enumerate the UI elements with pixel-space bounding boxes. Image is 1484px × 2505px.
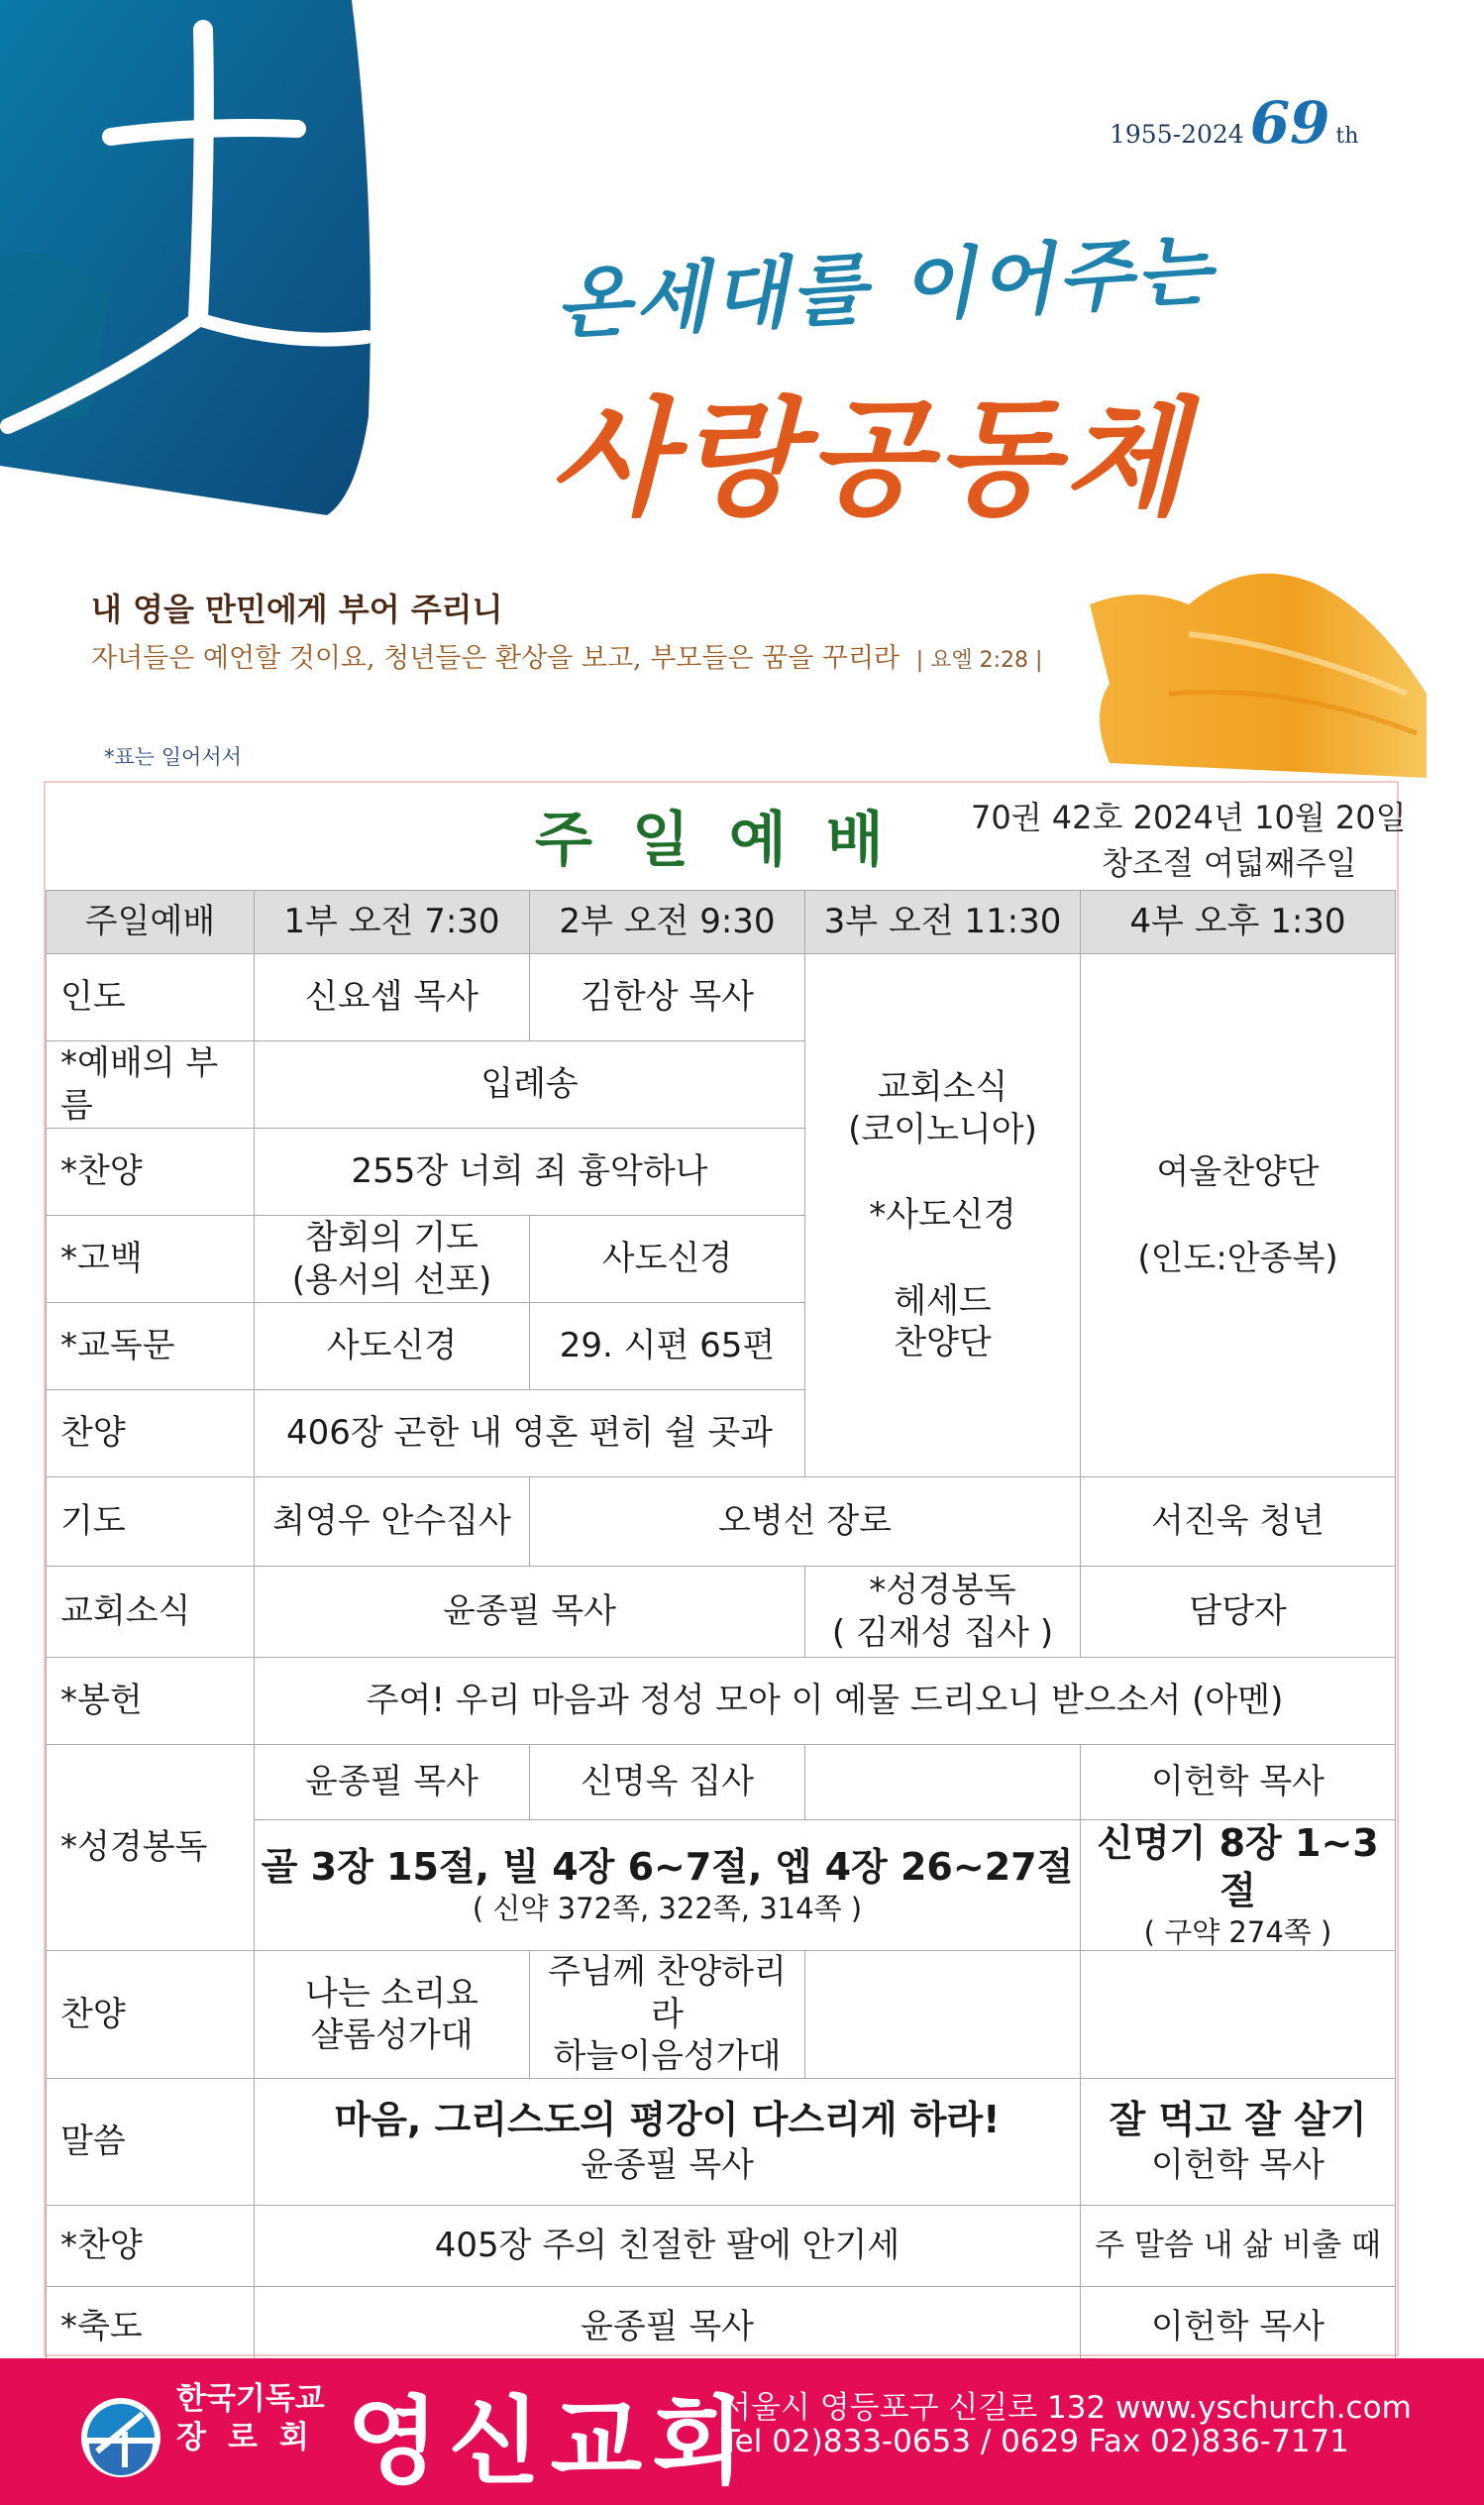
cell: 참회의 기도 (용서의 선포)	[255, 1216, 530, 1303]
cell: 윤종필 목사	[255, 2286, 1081, 2367]
header-cell: 4부 오후 1:30	[1081, 891, 1396, 954]
table-header-row	[47, 891, 1396, 954]
cell: 주 말씀 내 삶 비출 때	[1081, 2205, 1396, 2286]
header-cell: 주일예배	[47, 891, 255, 954]
cell: 골 3장 15절, 빌 4장 6~7절, 엡 4장 26~27절 ( 신약 372쪽, 322쪽, 314쪽 )	[255, 1820, 1081, 1951]
cell: 마음, 그리스도의 평강이 다스리게 하라! 윤종필 목사	[255, 2078, 1081, 2205]
row-label: *고백	[47, 1216, 255, 1303]
row-label: *찬양	[47, 1129, 255, 1216]
cell: 주님께 찬양하리라 하늘이음성가대	[530, 1951, 805, 2079]
anniversary-mark	[1110, 89, 1358, 157]
verse-body	[91, 636, 1042, 675]
worship-schedule-table	[46, 890, 1396, 2368]
cell: 윤종필 목사	[255, 1567, 805, 1658]
row-label: *찬양	[47, 2205, 255, 2286]
row-label: *예배의 부름	[47, 1041, 255, 1129]
denomination: 한국기독교 장로회	[176, 2381, 331, 2455]
slogan-main: 사랑공동체	[550, 385, 1193, 533]
header-cell: 2부 오전 9:30	[530, 891, 805, 954]
table-row	[47, 2286, 1396, 2367]
issue-info: 70권 42호 2024년 10월 20일	[971, 799, 1407, 836]
row-label: *성경봉독	[47, 1745, 255, 1951]
cell: 신명옥 집사	[530, 1745, 805, 1820]
cell: 최영우 안수집사	[255, 1477, 530, 1567]
cell: 사도신경	[530, 1216, 805, 1303]
cell: 김한상 목사	[530, 954, 805, 1041]
cell: 신요셉 목사	[255, 954, 530, 1041]
cell: 담당자	[1081, 1567, 1396, 1658]
table-row	[47, 2078, 1396, 2205]
anniversary-suffix: th	[1335, 124, 1359, 149]
cell: 29. 시편 65편	[530, 1303, 805, 1390]
cell: 입례송	[255, 1041, 805, 1129]
cell: 잘 먹고 잘 살기 이헌학 목사	[1081, 2078, 1396, 2205]
row-label: 말씀	[47, 2078, 255, 2205]
service3-block: 교회소식 (코이노니아) *사도신경 헤세드 찬양단	[805, 954, 1081, 1477]
cell: 이헌학 목사	[1081, 2286, 1396, 2367]
verse-text: 자녀들은 예언할 것이요, 청년들은 환상을 보고, 부모들은 꿈을 꾸리라	[91, 643, 901, 674]
cell: 주여! 우리 마음과 정성 모아 이 예물 드리오니 받으소서 (아멘)	[255, 1658, 1396, 1745]
bulletin-title: 주일예배	[535, 806, 923, 875]
row-label: 교회소식	[47, 1567, 255, 1658]
row-label: *봉헌	[47, 1658, 255, 1745]
table-row	[47, 1658, 1396, 1745]
header-cell: 1부 오전 7:30	[255, 891, 530, 954]
standing-note: *표는 일어서서	[104, 745, 242, 769]
table-row	[47, 2205, 1396, 2286]
row-label: 찬양	[47, 1951, 255, 2079]
cell: 255장 너희 죄 흉악하나	[255, 1129, 805, 1216]
cell: *성경봉독 ( 김재성 집사 )	[805, 1567, 1081, 1658]
liturgical-day: 창조절 여덟째주일	[1102, 844, 1357, 882]
cell: 서진욱 청년	[1081, 1477, 1396, 1567]
header-cell: 3부 오전 11:30	[805, 891, 1081, 954]
service4-block: 여울찬양단 (인도:안종복)	[1081, 954, 1396, 1477]
church-address: 서울시 영등포구 신길로 132 www.yschurch.com	[721, 2390, 1412, 2426]
table-row	[47, 1745, 1396, 1820]
cell: 405장 주의 친절한 팔에 안기세	[255, 2205, 1081, 2286]
table-row	[47, 1951, 1396, 2079]
church-logo-icon	[79, 2396, 162, 2479]
row-label: 찬양	[47, 1390, 255, 1477]
cell: 사도신경	[255, 1303, 530, 1390]
cell: 윤종필 목사	[255, 1745, 530, 1820]
cell: 406장 곤한 내 영혼 편히 쉴 곳과	[255, 1390, 805, 1477]
table-row	[47, 1567, 1396, 1658]
cell	[805, 1745, 1081, 1820]
slogan-top: 온세대를 이어주는	[553, 226, 1218, 351]
row-label: 인도	[47, 954, 255, 1041]
church-name: 영신교회	[347, 2386, 754, 2497]
row-label: *축도	[47, 2286, 255, 2367]
church-contact: Tel 02)833-0653 / 0629 Fax 02)836-7171	[721, 2424, 1349, 2459]
cell: 신명기 8장 1~3절 ( 구약 274쪽 )	[1081, 1820, 1396, 1951]
row-label: *교독문	[47, 1303, 255, 1390]
cell	[1081, 1951, 1396, 2079]
cell: 오병선 장로	[530, 1477, 1081, 1567]
verse-title: 내 영을 만민에게 부어 주리니	[91, 591, 503, 628]
cell: 나는 소리요 샬롬성가대	[255, 1951, 530, 2079]
table-row	[47, 954, 1396, 1041]
row-label: 기도	[47, 1477, 255, 1567]
orange-brush-stroke	[1090, 574, 1427, 778]
cell: 이헌학 목사	[1081, 1745, 1396, 1820]
table-row	[47, 1477, 1396, 1567]
verse-reference: | 요엘 2:28 |	[915, 648, 1043, 673]
years-range: 1955-2024	[1110, 120, 1244, 149]
anniversary-number: 69	[1249, 89, 1330, 157]
cell	[805, 1951, 1081, 2079]
